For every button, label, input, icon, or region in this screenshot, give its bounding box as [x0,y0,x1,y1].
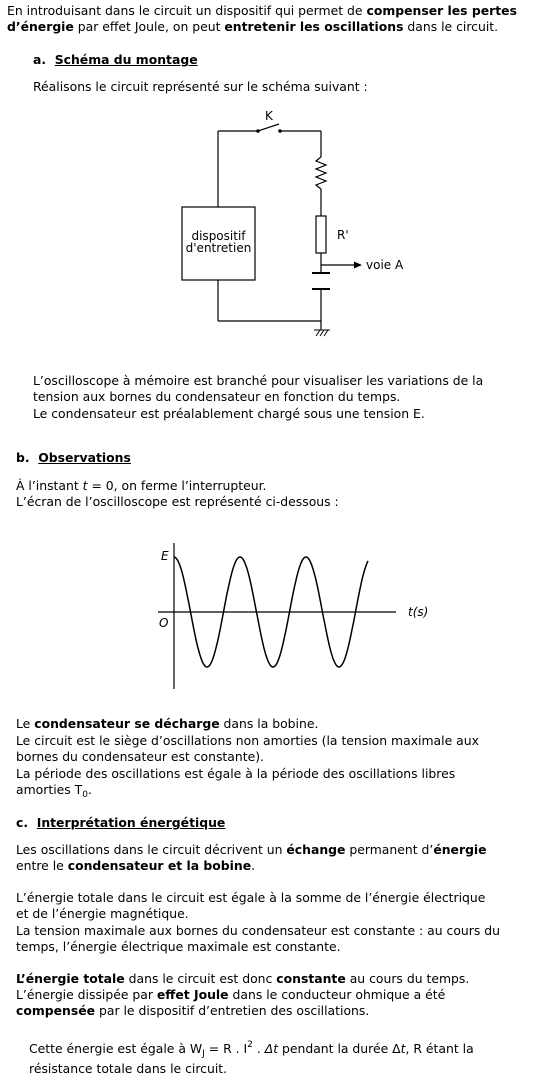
formula-variable: Δt [264,1041,279,1056]
section-c-p3-line-2 [16,987,445,1003]
formula-text: Cette énergie est égale à W [29,1041,203,1056]
concl-text: . [87,782,92,797]
concl-text: Le [16,716,35,731]
para-emphasis: condensateur et la bobine [67,858,252,873]
formula-text: , R étant la [405,1041,474,1056]
section-b-concl-5 [16,782,92,798]
para-text: au cours du temps. [345,971,470,986]
intro-emphasis: compenser les pertes [366,3,517,18]
intro-emphasis: d’énergie [7,19,74,34]
para-emphasis: énergie [433,842,487,857]
para-emphasis: effet Joule [156,987,229,1002]
formula-text: pendant la durée Δ [278,1041,401,1056]
section-c-p2-line-3: La tension maximale aux bornes du condensateur est constante : au cours du [16,923,500,938]
section-c-p1-line-2 [16,858,255,874]
section-a-note-1: L’oscilloscope à mémoire est branché pour visualiser les variations de la [33,373,484,388]
device-label-1: dispositif [191,229,246,243]
para-emphasis: compensée [16,1003,96,1018]
section-title: Observations [38,450,131,465]
section-letter: c. [16,815,29,830]
superscript: 2 [247,1040,253,1050]
concl-text: amorties T [16,782,83,797]
section-a-note-2: tension aux bornes du condensateur en fonction du temps. [33,389,401,404]
intro-text: dans le circuit. [403,19,499,34]
section-b-concl-3: bornes du condensateur est constante). [16,749,264,764]
concl-text: dans la bobine. [219,716,319,731]
para-text: dans le conducteur ohmique a été [228,987,446,1002]
subscript: J [202,1049,205,1059]
para-text: par le dispositif d’entretien des oscillations. [95,1003,370,1018]
para-emphasis: constante [276,971,346,986]
para-text: . [251,858,256,873]
intro-text: par effet Joule, on peut [73,19,225,34]
probe-label: voie A [366,258,404,272]
para-text: L’énergie dissipée par [16,987,157,1002]
subscript: 0 [82,790,88,800]
time-variable: t [82,478,88,493]
formula-text: . [252,1041,265,1056]
obs-text: À l’instant [16,478,83,493]
formula-variable: t [400,1041,406,1056]
section-c-p3-line-3 [16,1003,369,1019]
section-c-p3-line-1 [16,971,469,987]
section-b-concl-4: La période des oscillations est égale à la période des oscillations libres [16,766,456,781]
formula-text: = R . I [204,1041,248,1056]
para-text: Les oscillations dans le circuit décrivent un [16,842,287,857]
section-a-lead: Réalisons le circuit représenté sur le schéma suivant : [33,79,368,94]
intro-text: En introduisant dans le circuit un dispositif qui permet de [7,3,367,18]
intro-emphasis: entretenir les oscillations [224,19,404,34]
section-b-obs-2: L’écran de l’oscilloscope est représenté ci-dessous : [16,494,339,509]
x-axis-label: t(s) [408,605,429,619]
switch-label: K [265,109,273,123]
section-c-p2-line-2: et de l’énergie magnétique. [16,906,189,921]
section-c-formula-line [29,1041,474,1057]
section-c-formula-line-2: résistance totale dans le circuit. [29,1061,228,1076]
origin-label: O [159,616,169,630]
para-text: dans le circuit est donc [124,971,277,986]
concl-emphasis: condensateur se décharge [34,716,220,731]
section-a-note-3: Le condensateur est préalablement chargé sous une tension E. [33,406,425,421]
para-emphasis: échange [286,842,346,857]
section-c-p1-line-1 [16,842,487,858]
para-text: permanent d’ [345,842,434,857]
obs-text: = 0, on ferme l’interrupteur. [87,478,267,493]
section-b-concl-1 [16,716,318,732]
section-c-p2-line-1: L’énergie totale dans le circuit est égale à la somme de l’énergie électrique [16,890,486,905]
section-letter: b. [16,450,30,465]
device-label-2: d'entretien [185,241,252,255]
section-title: Schéma du montage [54,52,198,67]
para-emphasis: L’énergie totale [16,971,125,986]
section-c-heading [16,815,225,831]
resistor-label: R' [337,228,349,242]
section-title: Interprétation énergétique [36,815,226,830]
section-letter: a. [33,52,47,67]
section-b-concl-2: Le circuit est le siège d’oscillations non amorties (la tension maximale aux [16,733,479,748]
section-c-p2-line-4: temps, l’énergie électrique maximale est constante. [16,939,341,954]
y-tick-label-e: E [161,549,169,563]
para-text: entre le [16,858,68,873]
